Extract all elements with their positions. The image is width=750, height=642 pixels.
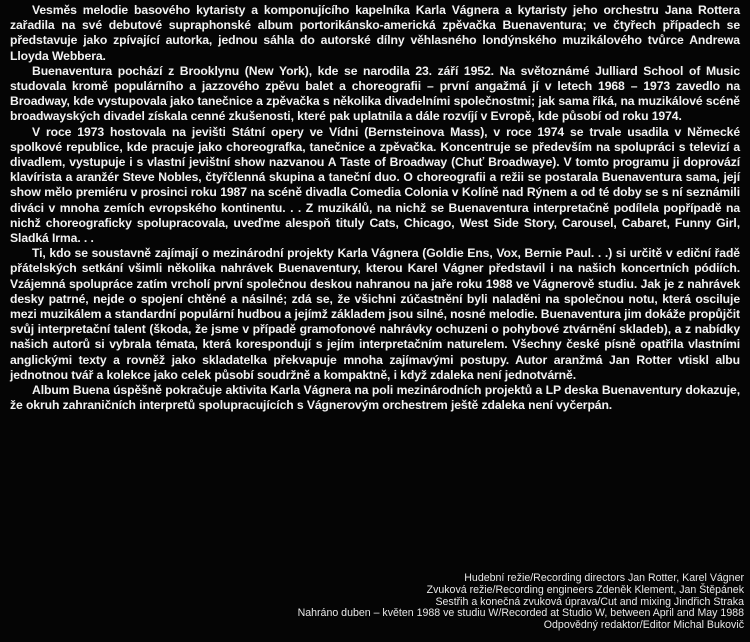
paragraph-intro: Vesměs melodie basového kytaristy a komponujícího kapelníka Karla Vágnera a kytaristy jeho orchestru Jana Rottera zařadila na své debutové supraphonské album portorikánsko-americká zpěvačka Buenaventura; ve čtyřech případech se představuje jako zpívající autorka, jednou sáhla do autorské dílny věhlasného londýnského muzikálového tvůrce Andrewa Lloyda Webbera. (10, 3, 740, 63)
paragraph-career-europe: V roce 1973 hostovala na jevišti Státní opery ve Vídni (Bernsteinova Mass), v roce 1974 se trvale usadila v Německé spolkové republice, kde pracuje jako choreografka, tanečnice a zpěvačka. Koncentruje se především na spolupráci s televizí a divadlem, vystupuje i s vlastní jevištní show nazvanou A Taste of Broadway (Chuť Broadwaye). V tomto programu ji doprovází klavírista a aranžér Steve Nobles, čtyřčlenná skupina a taneční duo. O choreografii a režii se postarala Buenaventura sama, její show mělo premiéru v prosinci roku 1987 na scéně divadla Comedia Colonia v Kolíně nad Rýnem a od té doby se s ní seznámili diváci v mnoha zemích evropského kontinentu. . . Z muzikálů, na nichž se Buenaventura interpretačně podílela popřípadě na nichž choreograficky spolupracovala, uveďme alespoň tituly Cats, Chicago, West Side Story, Carousel, Cabaret, Funny Girl, Sladká Irma. . . (10, 124, 740, 246)
paragraph-conclusion: Album Buena úspěšně pokračuje aktivita Karla Vágnera na poli mezinárodních projektů a LP deska Buenaventury dokazuje, že okruh zahraničních interpretů spolupracujících s Vágnerovým orchestrem ještě zdaleka není vyčerpán. (10, 383, 740, 413)
credit-cut-and-mixing: Sestřih a konečná zvuková úprava/Cut and mixing Jindřich Straka (435, 595, 744, 608)
credit-recording-engineers: Zvuková režie/Recording engineers Zdeněk Klement, Jan Štěpánek (426, 583, 744, 596)
paragraph-biography: Buenaventura pochází z Brooklynu (New York), kde se narodila 23. září 1952. Na světoznámé Julliard School of Music studovala kromě populárního a jazzového zpěvu balet a choreografii – první angažmá jí v letech 1968 – 1973 zavedlo na Broadway, kde vystupovala jako tanečnice a zpěvačka s několika divadelními společnostmi; jak sama říká, na muzikálové scéně broadwayských divadel získala cenné zkušenosti, které pak uplatnila a dále rozvíjí v Evropě, kde působí od roku 1974. (10, 63, 740, 124)
credit-recording-directors: Hudební režie/Recording directors Jan Rotter, Karel Vágner (464, 572, 744, 584)
credit-recorded-at: Nahráno duben – květen 1988 ve studiu W/Recorded at Studio W, between April and May 1988 (297, 607, 744, 620)
credit-editor: Odpovědný redaktor/Editor Michal Bukovič (543, 619, 744, 632)
liner-notes-body (10, 3, 740, 413)
paragraph-collaboration: Ti, kdo se soustavně zajímají o mezinárodní projekty Karla Vágnera (Goldie Ens, Vox, Bernie Paul. . .) si určitě v ediční řadě přátelských setkání všimli několika nahrávek Buenaventury, kterou Karel Vágner představil i na našich koncertních pódiích. Vzájemná spolupráce zatím vrcholí první společnou deskou nahranou na jaře roku 1988 ve Vágnerově studiu. Jak je z nahrávek desky patrné, nejde o spojení chtěné a násilné; zdá se, že všichni zúčastnění byli naladěni na společnou notu, která osciluje mezi muzikálem a standardní populární hudbou a jejímž základem jsou silné, nosné melodie. Buenaventura jim dokáže propůjčit svůj interpretační talent (škoda, že jsme v případě gramofonové nahrávky ochuzeni o pohybové ztvárnění skladeb), a z nabídky našich autorů si vybrala témata, která korespondují s jejím interpretačním naturelem. Všechny české písně opatřila vlastními anglickými texty a rovněž jako skladatelka překvapuje mnoha zajímavými postupy. Autor aranžmá Jan Rotter vtiskl albu jednotnou tvář a kolekce jako celek působí soudržně a kompaktně, i když zdaleka není jednotvárně. (10, 246, 740, 382)
production-credits (184, 573, 744, 632)
